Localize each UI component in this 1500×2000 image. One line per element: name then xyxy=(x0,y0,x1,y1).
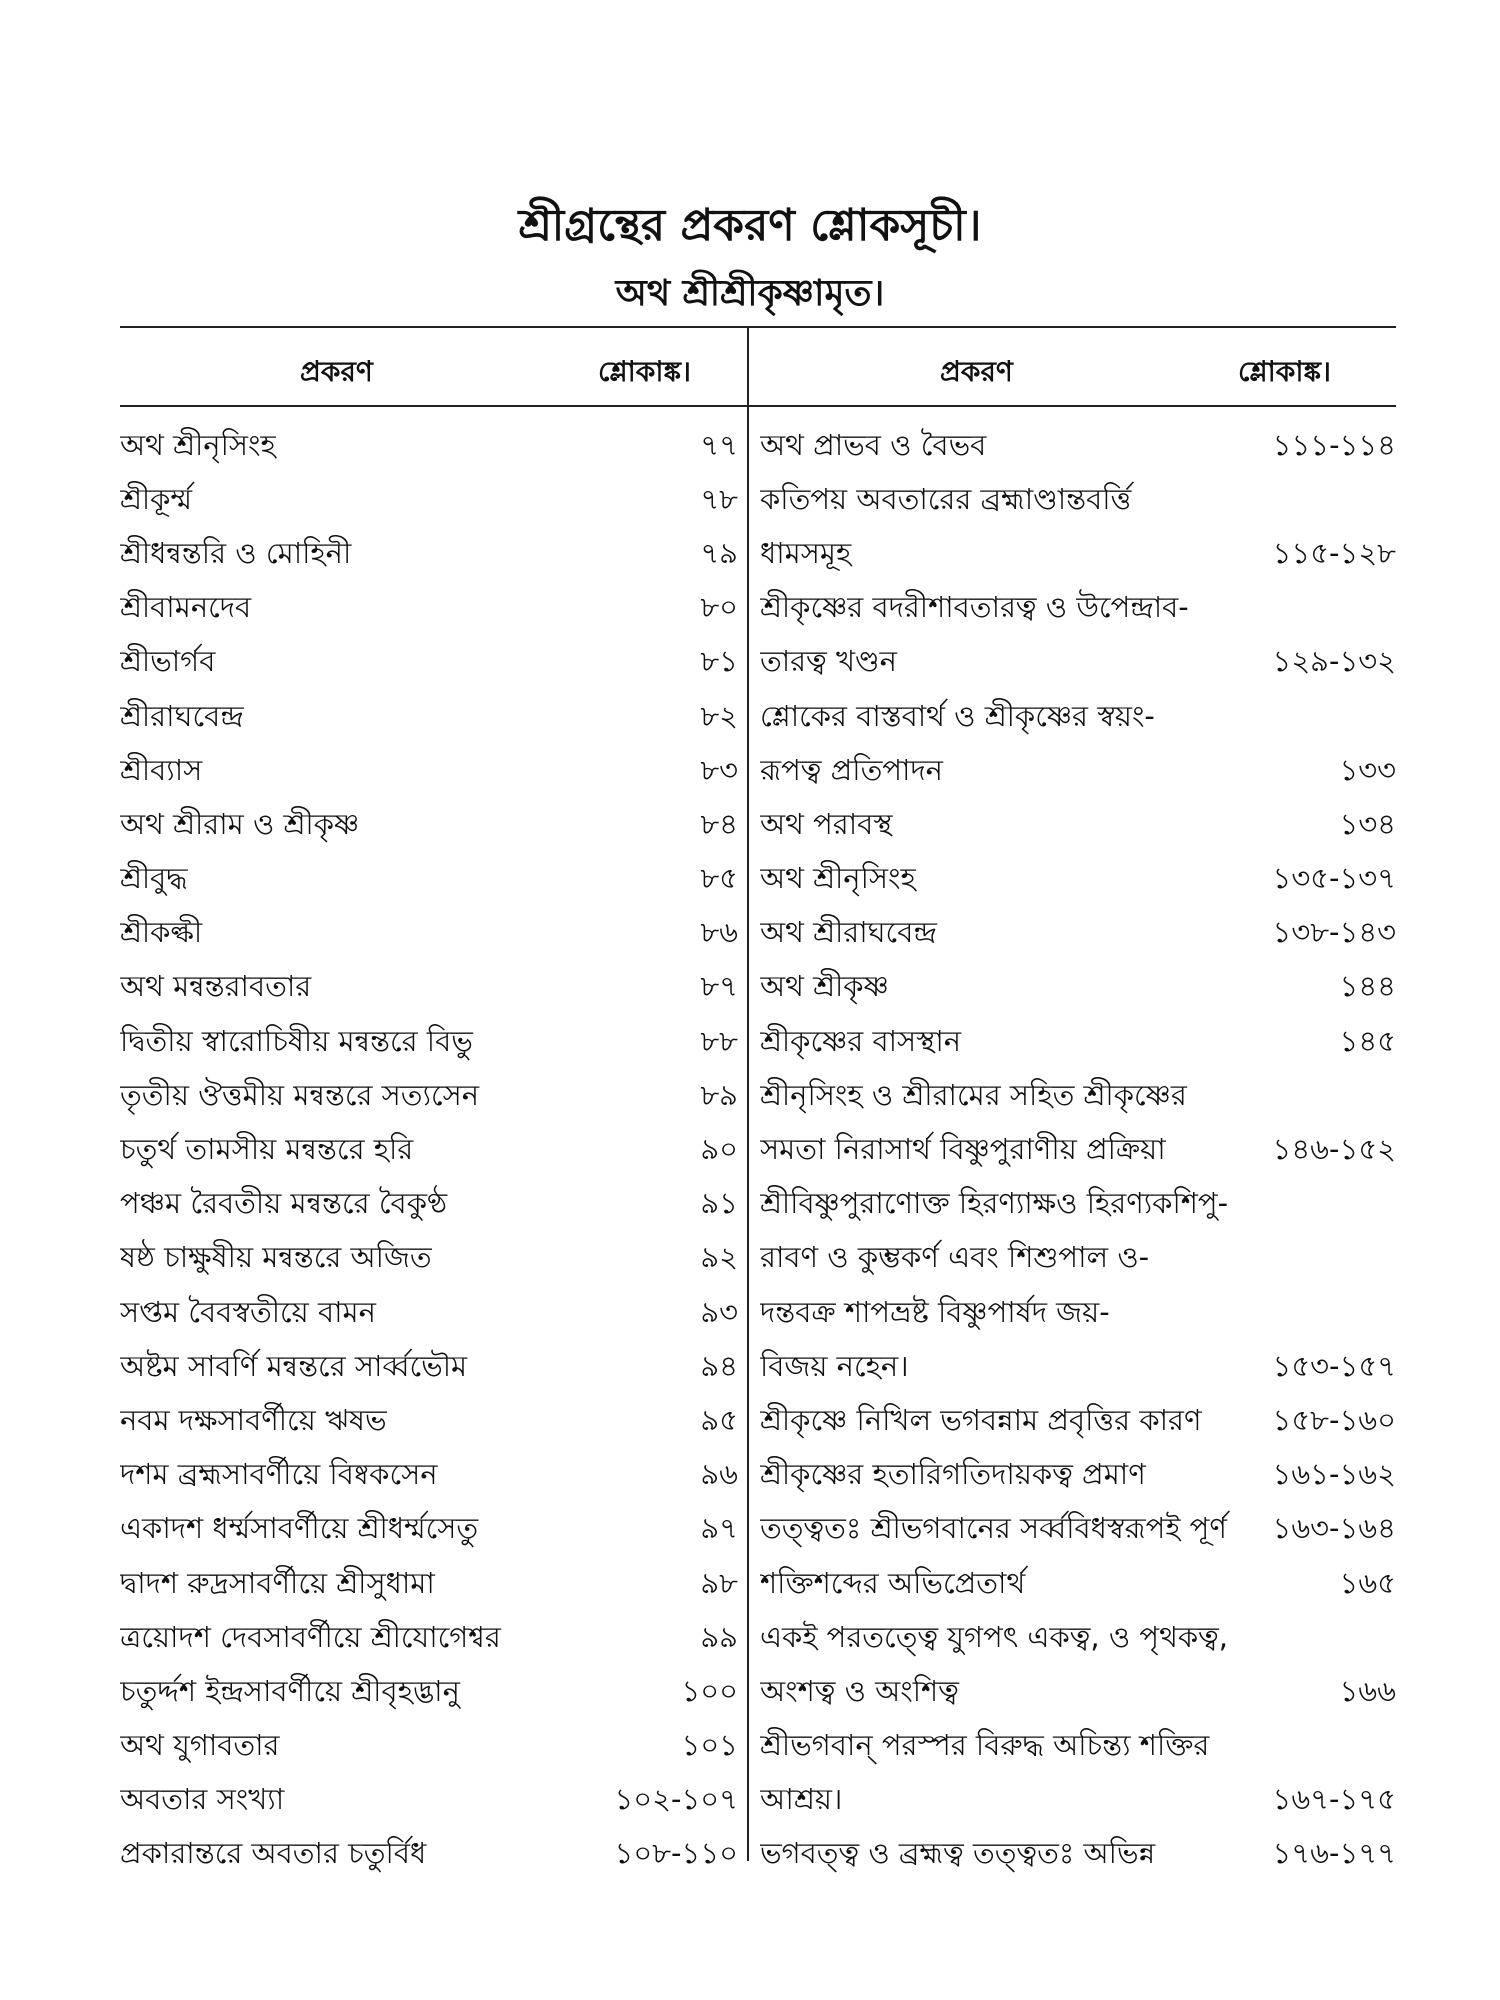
topic-text: ধামসমূহ xyxy=(760,535,852,570)
topic-text: আশ্রয়। xyxy=(760,1782,843,1817)
index-row xyxy=(760,1179,1396,1233)
topic-text: শ্রীকৃষ্ণের বদরীশাবতারত্ব ও উপেন্দ্রাব- xyxy=(760,590,1189,625)
verse-number: ১৩৪ xyxy=(1339,806,1396,841)
topic-text: শ্রীরাঘবেন্দ্র xyxy=(120,698,244,733)
index-row xyxy=(760,1287,1396,1341)
verse-number: ৯৯ xyxy=(700,1619,738,1654)
index-row xyxy=(120,1558,738,1612)
index-row xyxy=(120,474,738,528)
index-row xyxy=(120,1124,738,1178)
index-row xyxy=(120,799,738,853)
topic-text: চতুর্দ্দশ ইন্দ্রসাবর্ণীয়ে শ্রীবৃহদ্ভানু xyxy=(120,1673,460,1708)
topic-text: ত্রয়োদশ দেবসাবর্ণীয়ে শ্রীযোগেশ্বর xyxy=(120,1619,501,1654)
index-row xyxy=(760,1775,1396,1829)
verse-number: ১০১ xyxy=(681,1728,738,1763)
verse-number: ১৩৩ xyxy=(1339,752,1396,787)
index-row xyxy=(120,1341,738,1395)
verse-number: ১৫৮-১৬০ xyxy=(1272,1402,1396,1437)
verse-number: ৮৭ xyxy=(700,969,738,1004)
topic-text: অথ শ্রীনৃসিংহ xyxy=(760,861,916,896)
page-title: শ্রীগ্রন্থের প্রকরণ শ্লোকসূচী। xyxy=(518,200,982,251)
index-row xyxy=(120,854,738,908)
index-row xyxy=(120,1395,738,1449)
left-topic-header: প্রকরণ xyxy=(300,355,373,388)
index-row xyxy=(760,908,1396,962)
index-row xyxy=(760,962,1396,1016)
index-row xyxy=(760,1395,1396,1449)
index-row xyxy=(120,1612,738,1666)
topic-text: দ্বিতীয় স্বারোচিষীয় মন্বন্তরে বিভু xyxy=(120,1023,473,1058)
topic-text: রূপত্ব প্রতিপাদন xyxy=(760,752,943,787)
index-row xyxy=(120,962,738,1016)
topic-text: নবম দক্ষসাবর্ণীয়ে ঋষভ xyxy=(120,1402,387,1437)
verse-number: ৯০ xyxy=(700,1132,738,1167)
topic-text: একই পরতত্ত্বে যুগপৎ একত্ব, ও পৃথকত্ব, xyxy=(760,1619,1229,1654)
verse-number: ৯৫ xyxy=(700,1402,738,1437)
index-row xyxy=(760,799,1396,853)
page-subtitle: অথ শ্রীশ্রীকৃষ্ণামৃত। xyxy=(615,273,885,314)
topic-text: অথ শ্রীনৃসিংহ xyxy=(120,427,276,462)
index-row xyxy=(120,1666,738,1720)
left-verse-header: শ্লোকাঙ্ক। xyxy=(598,355,691,388)
verse-number: ৭৮ xyxy=(700,481,738,516)
topic-text: দশম ব্রহ্মসাবর্ণীয়ে বিষ্বকসেন xyxy=(120,1457,438,1492)
topic-text: রাবণ ও কুম্ভকর্ণ এবং শিশুপাল ও- xyxy=(760,1240,1150,1275)
verse-number: ১৩৮-১৪৩ xyxy=(1272,915,1396,950)
topic-text: বিজয় নহেন। xyxy=(760,1348,909,1383)
verse-number: ৯২ xyxy=(700,1240,738,1275)
topic-text: শ্লোকের বাস্তবার্থ ও শ্রীকৃষ্ণের স্বয়ং- xyxy=(760,698,1155,733)
right-topic-header: প্রকরণ xyxy=(940,355,1013,388)
index-row xyxy=(760,854,1396,908)
topic-text: শ্রীকূর্ম্ম xyxy=(120,481,192,516)
topic-text: প্রকারান্তরে অবতার চতুর্বিধ xyxy=(120,1836,427,1871)
verse-number: ১৪৫ xyxy=(1339,1023,1396,1058)
index-row xyxy=(120,1016,738,1070)
index-row xyxy=(120,1233,738,1287)
verse-number: ৮১ xyxy=(700,644,738,679)
topic-text: শ্রীনৃসিংহ ও শ্রীরামের সহিত শ্রীকৃষ্ণের xyxy=(760,1077,1187,1112)
topic-text: অথ শ্রীরাম ও শ্রীকৃষ্ণ xyxy=(120,806,360,841)
index-row xyxy=(120,1721,738,1775)
index-row xyxy=(120,691,738,745)
topic-text: তারত্ব খণ্ডন xyxy=(760,644,897,679)
verse-number: ৮৪ xyxy=(700,806,738,841)
verse-number: ১৭৬-১৭৭ xyxy=(1272,1836,1396,1871)
index-row xyxy=(120,1450,738,1504)
index-row xyxy=(120,1287,738,1341)
index-row xyxy=(120,1775,738,1829)
index-row xyxy=(760,1558,1396,1612)
topic-text: অষ্টম সাবর্ণি মন্বন্তরে সার্ব্বভৌম xyxy=(120,1348,468,1383)
verse-number: ৭৯ xyxy=(700,535,738,570)
verse-number: ৭৭ xyxy=(700,427,738,462)
verse-number: ১২৯-১৩২ xyxy=(1272,644,1396,679)
index-row xyxy=(120,637,738,691)
topic-text: শ্রীকল্কী xyxy=(120,915,203,950)
index-row xyxy=(120,745,738,799)
header-rule xyxy=(120,405,1396,407)
verse-number: ১৬৫ xyxy=(1339,1565,1396,1600)
verse-number: ১৪৪ xyxy=(1339,969,1396,1004)
verse-number: ৮৩ xyxy=(700,752,738,787)
topic-text: দ্বাদশ রুদ্রসাবর্ণীয়ে শ্রীসুধামা xyxy=(120,1565,435,1600)
top-rule xyxy=(120,326,1396,328)
topic-text: শক্তিশব্দের অভিপ্রেতার্থ xyxy=(760,1565,1026,1600)
column-divider xyxy=(747,326,749,1861)
index-row xyxy=(760,1829,1396,1883)
index-row xyxy=(760,691,1396,745)
index-row xyxy=(120,583,738,637)
index-row xyxy=(760,528,1396,582)
topic-text: শ্রীকৃষ্ণের হতারিগতিদায়কত্ব প্রমাণ xyxy=(760,1457,1146,1492)
verse-number: ৯৩ xyxy=(700,1294,738,1329)
verse-number: ১১৫-১২৮ xyxy=(1272,535,1396,570)
index-row xyxy=(120,1179,738,1233)
index-row xyxy=(120,528,738,582)
topic-text: তত্ত্বতঃ শ্রীভগবানের সর্ব্ববিধস্বরূপই পূর্ণ xyxy=(760,1511,1227,1546)
index-row xyxy=(120,1829,738,1883)
verse-number: ৯৪ xyxy=(700,1348,738,1383)
topic-text: শ্রীধন্বন্তরি ও মোহিনী xyxy=(120,535,352,570)
right-index-column xyxy=(760,420,1396,1883)
verse-number: ৮০ xyxy=(700,590,738,625)
topic-text: সপ্তম বৈবস্বতীয়ে বামন xyxy=(120,1294,376,1329)
topic-text: শ্রীবুদ্ধ xyxy=(120,861,188,896)
topic-text: শ্রীবিষ্ণুপুরাণোক্ত হিরণ্যাক্ষও হিরণ্যকশিপু- xyxy=(760,1186,1229,1221)
index-row xyxy=(760,1124,1396,1178)
topic-text: কতিপয় অবতারের ব্রহ্মাণ্ডান্তবর্ত্তি xyxy=(760,481,1132,516)
index-row xyxy=(760,1612,1396,1666)
index-row xyxy=(120,908,738,962)
index-row xyxy=(760,745,1396,799)
verse-number: ৮৫ xyxy=(700,861,738,896)
index-row xyxy=(760,1341,1396,1395)
topic-text: অবতার সংখ্যা xyxy=(120,1782,285,1817)
index-row xyxy=(760,583,1396,637)
index-row xyxy=(120,1070,738,1124)
verse-number: ৮৬ xyxy=(700,915,738,950)
verse-number: ১৫৩-১৫৭ xyxy=(1272,1348,1396,1383)
verse-number: ৯১ xyxy=(700,1186,738,1221)
verse-number: ৯৮ xyxy=(700,1565,738,1600)
topic-text: পঞ্চম রৈবতীয় মন্বন্তরে বৈকুণ্ঠ xyxy=(120,1186,448,1221)
topic-text: চতুর্থ তামসীয় মন্বন্তরে হরি xyxy=(120,1132,414,1167)
topic-text: শ্রীভার্গব xyxy=(120,644,216,679)
index-row xyxy=(760,637,1396,691)
topic-text: ষষ্ঠ চাক্ষুষীয় মন্বন্তরে অজিত xyxy=(120,1240,432,1275)
topic-text: ভগবত্ত্ব ও ব্রহ্মত্ব তত্ত্বতঃ অভিন্ন xyxy=(760,1836,1156,1871)
topic-text: তৃতীয় ঔত্তমীয় মন্বন্তরে সত্যসেন xyxy=(120,1077,480,1112)
verse-number: ৮৮ xyxy=(700,1023,738,1058)
index-row xyxy=(760,1233,1396,1287)
topic-text: দন্তবক্র শাপভ্রষ্ট বিষ্ণুপার্ষদ জয়- xyxy=(760,1294,1110,1329)
right-verse-header: শ্লোকাঙ্ক। xyxy=(1238,355,1331,388)
topic-text: অথ প্রাভব ও বৈভব xyxy=(760,427,987,462)
index-row xyxy=(760,1016,1396,1070)
topic-text: শ্রীকৃষ্ণে নিখিল ভগবন্নাম প্রবৃত্তির কারণ xyxy=(760,1402,1202,1437)
verse-number: ১০২-১০৭ xyxy=(614,1782,738,1817)
verse-number: ১৬১-১৬২ xyxy=(1272,1457,1396,1492)
index-row xyxy=(760,1070,1396,1124)
index-row xyxy=(760,420,1396,474)
topic-text: একাদশ ধর্ম্মসাবর্ণীয়ে শ্রীধর্ম্মসেতু xyxy=(120,1511,479,1546)
verse-number: ৯৬ xyxy=(700,1457,738,1492)
topic-text: অথ মন্বন্তরাবতার xyxy=(120,969,312,1004)
topic-text: অথ পরাবস্থ xyxy=(760,806,893,841)
topic-text: সমতা নিরাসার্থ বিষ্ণুপুরাণীয় প্রক্রিয়া xyxy=(760,1132,1166,1167)
verse-number: ১০০ xyxy=(681,1673,738,1708)
index-row xyxy=(120,420,738,474)
verse-number: ৮৯ xyxy=(700,1077,738,1112)
verse-number: ১৬৬ xyxy=(1339,1673,1396,1708)
topic-text: অথ যুগাবতার xyxy=(120,1728,280,1763)
index-row xyxy=(760,1666,1396,1720)
index-row xyxy=(760,1721,1396,1775)
verse-number: ১১১-১১৪ xyxy=(1272,427,1396,462)
topic-text: অথ শ্রীকৃষ্ণ xyxy=(760,969,889,1004)
index-row xyxy=(760,1450,1396,1504)
verse-number: ৮২ xyxy=(700,698,738,733)
verse-number: ১০৮-১১০ xyxy=(614,1836,738,1871)
verse-number: ১৩৫-১৩৭ xyxy=(1272,861,1396,896)
left-index-column xyxy=(120,420,738,1883)
topic-text: শ্রীবামনদেব xyxy=(120,590,252,625)
verse-number: ১৪৬-১৫২ xyxy=(1272,1132,1396,1167)
topic-text: শ্রীকৃষ্ণের বাসস্থান xyxy=(760,1023,962,1058)
index-row xyxy=(760,474,1396,528)
verse-number: ৯৭ xyxy=(700,1511,738,1546)
topic-text: অথ শ্রীরাঘবেন্দ্র xyxy=(760,915,937,950)
verse-number: ১৬৭-১৭৫ xyxy=(1272,1782,1396,1817)
topic-text: শ্রীব্যাস xyxy=(120,752,203,787)
index-row xyxy=(120,1504,738,1558)
topic-text: শ্রীভগবান্ পরস্পর বিরুদ্ধ অচিন্ত্য শক্তির xyxy=(760,1728,1210,1763)
topic-text: অংশত্ব ও অংশিত্ব xyxy=(760,1673,959,1708)
index-row xyxy=(760,1504,1396,1558)
verse-number: ১৬৩-১৬৪ xyxy=(1272,1511,1396,1546)
